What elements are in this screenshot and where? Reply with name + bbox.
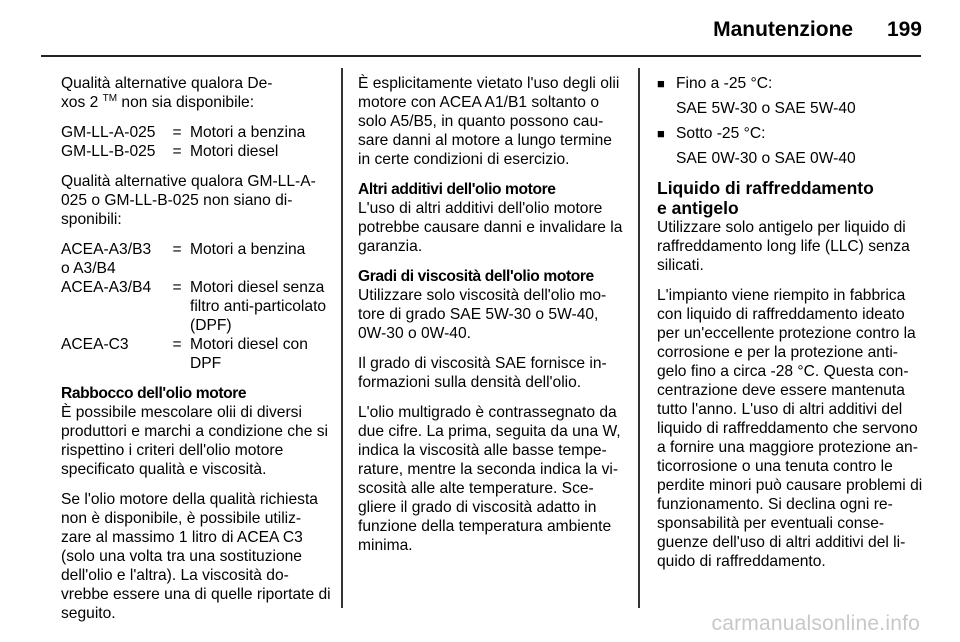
table-row	[61, 142, 305, 161]
intro-line-1: Qualità alternative qualora De-	[61, 75, 273, 92]
engine-type: Motori diesel con DPF	[190, 336, 308, 372]
equals-sign: =	[172, 124, 182, 141]
viscosity-paragraph-3: L'olio multigrado è contrassegnato da due cifre. La prima, seguita da una W, indica la viscosità alle basse tempe-rature, mentre la seconda indica la vi-scosità alle alte temperature. Sce-gliere il grado di viscosità adatto in funzione della temperatura ambiente minima.	[358, 404, 621, 554]
topup-section	[61, 384, 331, 479]
column-divider-1	[341, 68, 343, 608]
trademark-mark: TM	[102, 92, 118, 104]
topup-paragraph-2: Se l'olio motore della qualità richiesta non è disponibile, è possibile utiliz-zare al massimo 1 litro di ACEA C3 (solo una volta tra una sostituzione dell'olio e l'altra). La viscosità do-vrebbe essere una di quelle riportate di seguito.	[61, 491, 331, 622]
table-row	[61, 123, 305, 142]
topup-paragraph-1: È possibile mescolare olii di diversi produttori e marchi a condizione che si rispettino i criteri dell'olio motore specificato qualità e viscosità.	[61, 404, 328, 478]
equals-sign: =	[172, 143, 182, 160]
page-header	[713, 18, 922, 42]
temperature-label: Fino a -25 °C:	[676, 75, 773, 92]
acea-table	[61, 240, 331, 373]
oil-code: ACEA-A3/B4	[61, 279, 152, 296]
oil-code: ACEA-C3	[61, 336, 129, 353]
additives-section	[358, 180, 628, 256]
oil-code: GM-LL-B-025	[61, 143, 156, 160]
column-2	[358, 74, 628, 566]
table-row	[61, 240, 331, 278]
viscosity-paragraph-2: Il grado di viscosità SAE fornisce in-formazioni sulla densità dell'olio.	[358, 355, 607, 391]
coolant-heading-line-2: e antigelo	[657, 198, 739, 218]
list-item	[657, 124, 925, 168]
viscosity-value: SAE 0W-30 o SAE 0W-40	[676, 150, 856, 167]
temperature-list	[657, 74, 925, 168]
viscosity-heading: Gradi di viscosità dell'olio motore	[358, 268, 594, 285]
temperature-label: Sotto -25 °C:	[676, 125, 766, 142]
intro-pre: xos 2	[61, 94, 103, 111]
section-title: Manutenzione	[713, 18, 854, 41]
alt-quality-intro-2: Qualità alternative qualora GM-LL-A-025 o GM-LL-B-025 non siano di-sponibili:	[61, 173, 316, 228]
column-1	[61, 74, 331, 634]
column-divider-2	[638, 68, 640, 608]
engine-type: Motori diesel senza filtro anti-particolato (DPF)	[190, 279, 327, 334]
coolant-heading	[657, 178, 925, 218]
coolant-paragraph-1: Utilizzare solo antigelo per liquido di raffreddamento long life (LLC) senza silicati.	[657, 219, 910, 274]
additives-paragraph: L'uso di altri additivi dell'olio motore potrebbe causare danni e invalidare la garanzia.	[358, 200, 623, 255]
list-item	[657, 74, 925, 118]
viscosity-value: SAE 5W-30 o SAE 5W-40	[676, 100, 856, 117]
viscosity-paragraph-1: Utilizzare solo viscosità dell'olio mo-tore di grado SAE 5W-30 o 5W-40, 0W-30 o 0W-40.	[358, 287, 607, 342]
coolant-paragraph-2: L'impianto viene riempito in fabbrica con liquido di raffreddamento ideato per un'eccellente protezione contro la corrosione e per la protezione anti-gelo fino a circa -28 °C. Questa con-centrazione deve essere mantenuta tutto l'anno. L'uso di altri additivi del liquido di raffreddamento che servono a fornire una maggiore protezione an-ticorrosione o una tenuta contro le perdite minori può causare problemi di funzionamento. Si declina ogni re-sponsabilità per eventuali conse-guenze dell'uso di altri additivi del li-quido di raffreddamento.	[657, 287, 923, 570]
prohibited-oils-paragraph: È esplicitamente vietato l'uso degli olii motore con ACEA A1/B1 soltanto o solo A5/B5, in quanto possono cau-sare danni al motore a lungo termine in certe condizioni di esercizio.	[358, 75, 620, 168]
topup-heading: Rabbocco dell'olio motore	[61, 385, 247, 402]
column-3	[657, 74, 925, 582]
intro-post: non sia disponibile:	[117, 94, 255, 111]
oil-code: GM-LL-A-025	[61, 124, 156, 141]
alt-quality-table	[61, 123, 305, 161]
table-row	[61, 278, 331, 335]
oil-code: ACEA-A3/B3 o A3/B4	[61, 241, 152, 277]
engine-type: Motori a benzina	[190, 241, 306, 258]
coolant-heading-line-1: Liquido di raffreddamento	[657, 178, 874, 198]
equals-sign: =	[172, 279, 182, 296]
engine-type: Motori diesel	[190, 143, 279, 160]
equals-sign: =	[172, 336, 182, 353]
alt-quality-intro	[61, 74, 331, 112]
engine-type: Motori a benzina	[190, 124, 306, 141]
watermark: carmanualsonline.info	[711, 612, 920, 635]
equals-sign: =	[172, 241, 182, 258]
viscosity-section	[358, 267, 628, 343]
header-rule	[41, 55, 921, 57]
additives-heading: Altri additivi dell'olio motore	[358, 181, 556, 198]
page-number: 199	[886, 18, 922, 41]
table-row	[61, 335, 331, 373]
